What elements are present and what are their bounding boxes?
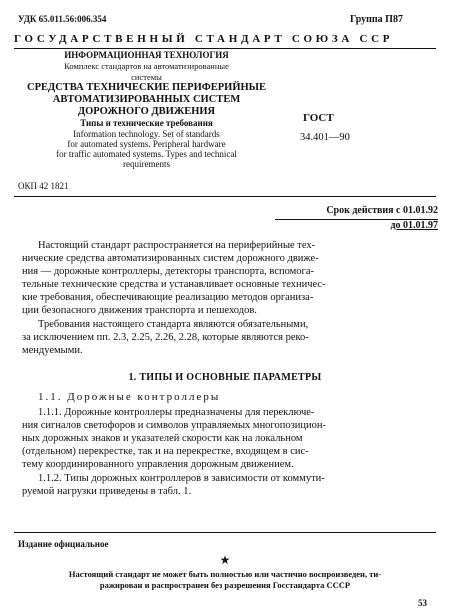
footer-rule xyxy=(14,532,436,533)
validity-from: Срок действия с 01.01.92 xyxy=(326,205,438,216)
title-bottom-rule xyxy=(14,196,436,197)
udk-code: УДК 65.011.56:006.354 xyxy=(18,14,107,24)
p111-line: 1.1.1. Дорожные контроллеры предназначены для переключе- xyxy=(38,407,315,418)
page-number: 53 xyxy=(418,598,427,608)
subtitle: Типы и технические требования xyxy=(80,118,213,128)
intro-line: нические средства автоматизированных систем дорожного движе- xyxy=(22,253,319,264)
intro-line: тельные технические средства и устанавливает основные техничес- xyxy=(22,279,326,290)
english-line-3: for traffic automated systems. Types and technical xyxy=(56,149,237,159)
state-standard-heading: ГОСУДАРСТВЕННЫЙ СТАНДАРТ СОЮЗА ССР xyxy=(14,33,394,45)
mandatory-line: за исключением пп. 2.3, 2.25, 2.26, 2.28, которые являются реко- xyxy=(22,332,309,343)
top-rule xyxy=(14,48,436,49)
p112-line: руемой нагрузки приведены в табл. 1. xyxy=(22,486,192,497)
mandatory-paragraph xyxy=(22,318,436,357)
copyright-notice xyxy=(10,569,440,591)
gost-number: 34.401—90 xyxy=(300,132,350,143)
english-line-2: for automated systems. Peripheral hardware xyxy=(67,139,226,149)
intro-line: ния — дорожные контроллеры, детекторы транспорта, вспомога- xyxy=(22,266,315,277)
p111-line: тему координированного управления дорожным движением. xyxy=(22,459,294,470)
main-title-line-2: АВТОМАТИЗИРОВАННЫХ СИСТЕМ xyxy=(52,94,241,105)
subsection-title: 1.1. Дорожные контроллеры xyxy=(38,391,221,403)
complex-line-2: системы xyxy=(131,72,162,82)
mandatory-line: мендуемыми. xyxy=(22,345,83,356)
group-code: Группа П87 xyxy=(350,14,403,25)
validity-to: до 01.01.97 xyxy=(390,220,438,231)
paragraph-1-1-2 xyxy=(22,472,436,498)
p111-line: ных дорожных знаков и указателей скорости как на локальном xyxy=(22,433,303,444)
p112-line: 1.1.2. Типы дорожных контроллеров в зависимости от коммути- xyxy=(38,473,325,484)
notice-line-1: Настоящий стандарт не может быть полностью или частично воспроизведен, ти- xyxy=(68,569,382,579)
complex-line-1: Комплекс стандартов на автоматизированные xyxy=(64,61,229,71)
notice-line-2: ражирован и распространен без разрешения Госстандарта СССР xyxy=(99,580,351,590)
official-edition: Издание официальное xyxy=(18,539,109,549)
main-title-line-3: ДОРОЖНОГО ДВИЖЕНИЯ xyxy=(77,106,216,117)
series-title: ИНФОРМАЦИОННАЯ ТЕХНОЛОГИЯ xyxy=(64,50,229,60)
intro-line: кие требования, обеспечивающие реализацию методов организа- xyxy=(22,292,314,303)
main-title-line-1: СРЕДСТВА ТЕХНИЧЕСКИЕ ПЕРИФЕРИЙНЫЕ xyxy=(27,82,266,93)
paragraph-1-1-1 xyxy=(22,406,436,471)
section-title: 1. ТИПЫ И ОСНОВНЫЕ ПАРАМЕТРЫ xyxy=(128,372,322,383)
title-block xyxy=(14,50,279,169)
p111-line: ния сигналов светофоров и символов управляемых многопозицион- xyxy=(22,420,326,431)
p111-line: (отдельном) перекрестке, так и на перекрестке, входящем в сис- xyxy=(22,446,309,457)
intro-paragraph xyxy=(22,239,436,317)
okp-code: ОКП 42 1821 xyxy=(18,181,69,191)
validity-underline xyxy=(275,219,438,220)
intro-line: Настоящий стандарт распространяется на периферийные тех- xyxy=(38,240,316,251)
star-icon: ★ xyxy=(219,553,231,567)
gost-label: ГОСТ xyxy=(303,112,334,124)
english-line-4: requirements xyxy=(123,159,170,169)
mandatory-line: Требования настоящего стандарта являются обязательными, xyxy=(38,319,309,330)
intro-line: ции безопасного движения транспорта и пешеходов. xyxy=(22,305,257,316)
english-line-1: Information technology. Set of standards xyxy=(73,129,220,139)
